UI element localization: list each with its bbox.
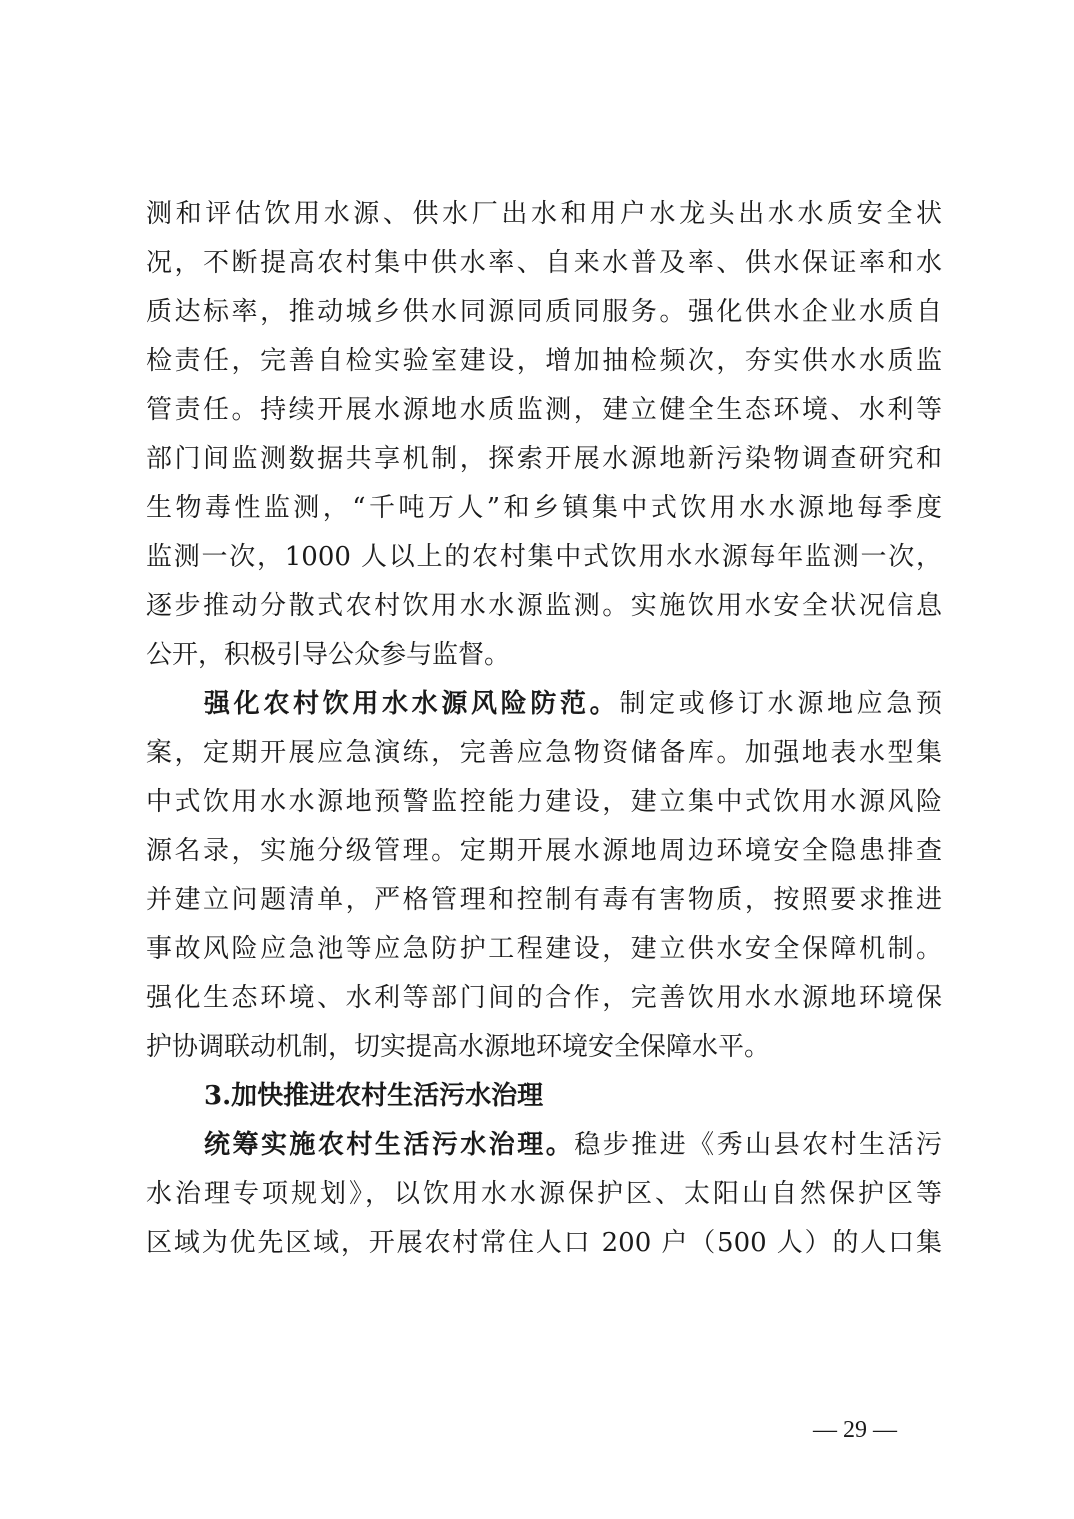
paragraph-first-line xyxy=(146,1121,942,1170)
text-line: 质达标率，推动城乡供水同源同质同服务。强化供水企业水质自 xyxy=(146,297,942,327)
text-line: 强化生态环境、水利等部门间的合作，完善饮用水水源地环境保 xyxy=(146,983,942,1013)
text-line: 并建立问题清单，严格管理和控制有毒有害物质，按照要求推进 xyxy=(146,885,942,915)
text-line: 况，不断提高农村集中供水率、自来水普及率、供水保证率和水 xyxy=(146,248,942,278)
body-text xyxy=(146,190,942,1268)
text-line: 生物毒性监测，“千吨万人”和乡镇集中式饮用水水源地每季度 xyxy=(146,493,942,523)
text-line: 监测一次，1000 人以上的农村集中式饮用水水源每年监测一次， xyxy=(146,542,942,572)
text-line: 逐步推动分散式农村饮用水水源监测。实施饮用水安全状况信息 xyxy=(146,591,942,621)
paragraph-first-line xyxy=(146,680,942,729)
paragraph-heading: 统筹实施农村生活污水治理。 xyxy=(204,1130,575,1160)
page-number: — 29 — xyxy=(813,1417,897,1443)
text-line: 部门间监测数据共享机制，探索开展水源地新污染物调查研究和 xyxy=(146,444,942,474)
section-title: 3.加快推进农村生活污水治理 xyxy=(204,1081,544,1111)
text-line: 源名录，实施分级管理。定期开展水源地周边环境安全隐患排查 xyxy=(146,836,942,866)
text-line: 中式饮用水水源地预警监控能力建设，建立集中式饮用水源风险 xyxy=(146,787,942,817)
text-line: 公开，积极引导公众参与监督。 xyxy=(146,640,511,670)
text-line: 案，定期开展应急演练，完善应急物资储备库。加强地表水型集 xyxy=(146,738,942,768)
text-line: 区域为优先区域，开展农村常住人口 200 户（500 人）的人口集 xyxy=(146,1228,942,1258)
text-line: 测和评估饮用水源、供水厂出水和用户水龙头出水水质安全状 xyxy=(146,199,942,229)
text-line: 检责任，完善自检实验室建设，增加抽检频次，夯实供水水质监 xyxy=(146,346,942,376)
paragraph-heading-rest: 制定或修订水源地应急预 xyxy=(619,689,942,719)
text-line: 管责任。持续开展水源地水质监测，建立健全生态环境、水利等 xyxy=(146,395,942,425)
paragraph-heading: 强化农村饮用水水源风险防范。 xyxy=(204,689,620,719)
paragraph-heading-rest: 稳步推进《秀山县农村生活污 xyxy=(574,1130,942,1160)
text-line: 事故风险应急池等应急防护工程建设，建立供水安全保障机制。 xyxy=(146,934,942,964)
text-line: 护协调联动机制，切实提高水源地环境安全保障水平。 xyxy=(146,1032,771,1062)
text-line: 水治理专项规划》，以饮用水水源保护区、太阳山自然保护区等 xyxy=(146,1179,942,1209)
